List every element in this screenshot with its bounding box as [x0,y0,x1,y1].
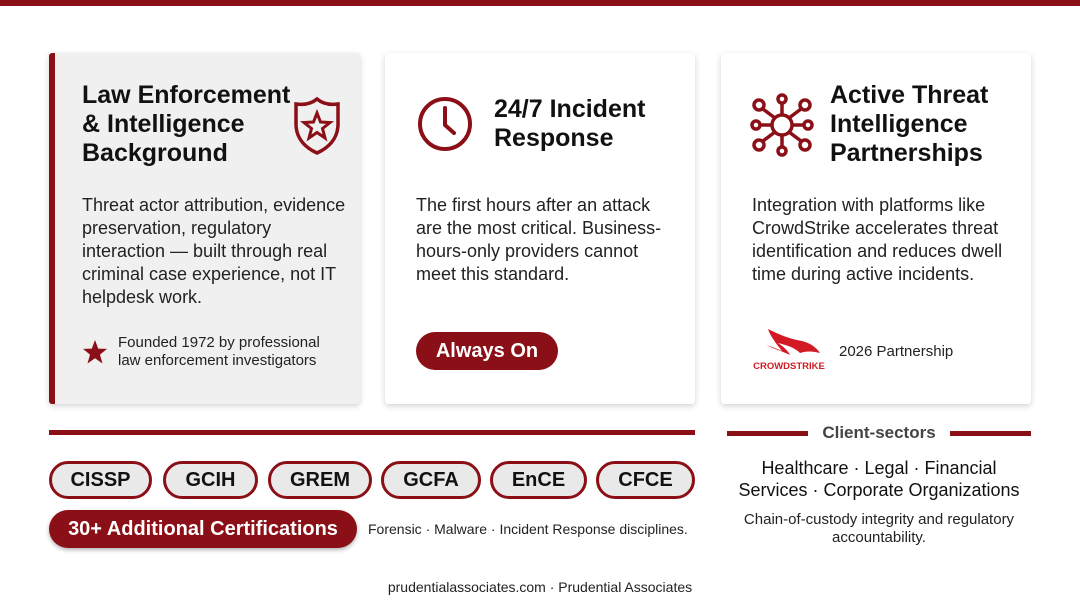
card-body: The first hours after an attack are the most critical. Business-hours-only providers cannot meet this standard. [416,195,662,284]
always-on-badge: Always On [416,332,558,370]
card-title: 24/7 Incident Response [494,95,646,152]
card-body: Threat actor attribution, evidence preservation, regulatory interaction — built through real criminal case experience, not IT helpdesk work. [82,195,346,307]
sectors-divider-right [950,431,1031,436]
additional-certifications-badge: 30+ Additional Certifications [49,510,357,548]
cert-badge-grem: GREM [268,461,372,499]
svg-text:CROWDSTRIKE: CROWDSTRIKE [753,361,825,371]
partnership-text: 2026 Partnership [839,343,954,360]
sectors-divider-left [727,431,808,436]
founded-text: Founded 1972 by professional law enforcement investigators [118,334,320,369]
sectors-list: Healthcare · Legal · Financial Services · Corporate Organizations [738,458,1020,500]
founded-note [82,334,342,370]
disciplines-text: Forensic · Malware · Incident Response disciplines. [368,521,688,537]
network-icon [750,93,814,162]
cert-badge-cissp: CISSP [49,461,152,499]
cert-badge-cfce: CFCE [596,461,695,499]
sectors-note: Chain-of-custody integrity and regulatory accountability. [743,511,1015,546]
certifications-divider [49,430,695,435]
card-title: Law Enforcement & Intelligence Background [82,81,291,167]
star-icon [82,339,108,365]
card-threat-intelligence [721,53,1031,404]
footer-text: prudentialassociates.com · Prudential Associates [387,579,693,595]
card-body: Integration with platforms like CrowdStrike accelerates threat identification and reduces dwell time during active incidents. [752,195,1003,284]
sectors-heading: Client-sectors [822,423,936,442]
crowdstrike-logo [750,325,828,371]
card-incident-response [385,53,695,404]
card-law-enforcement [49,53,360,404]
shield-star-icon [291,96,343,161]
top-accent-bar [0,0,1080,6]
clock-icon [416,95,474,158]
cert-badge-gcih: GCIH [163,461,258,499]
card-title: Active Threat Intelligence Partnerships [830,81,989,167]
cert-badge-gcfa: GCFA [381,461,481,499]
cert-badge-ence: EnCE [490,461,587,499]
